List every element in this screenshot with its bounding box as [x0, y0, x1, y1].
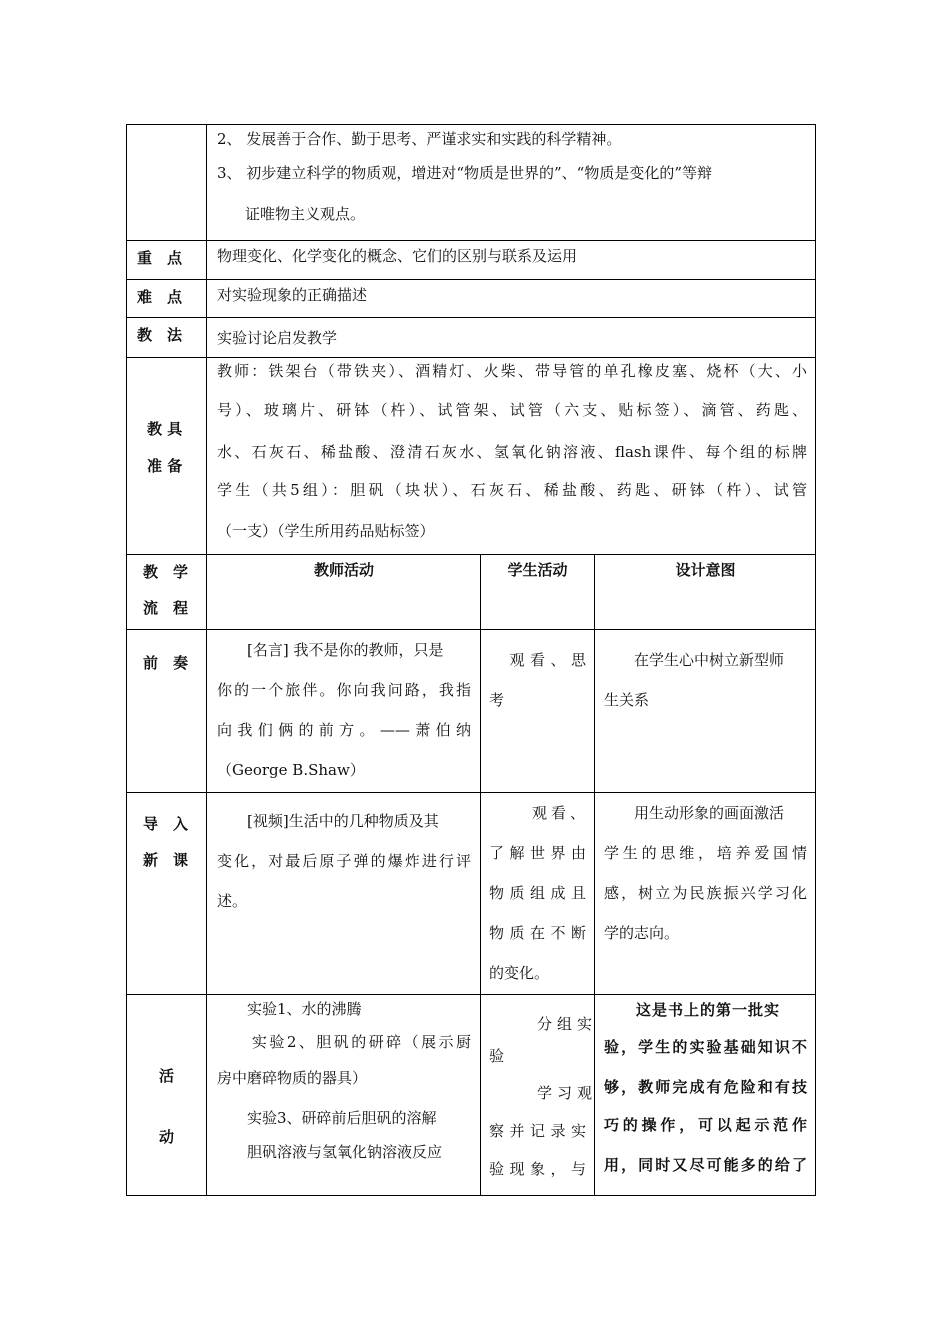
intro-student — [481, 793, 595, 994]
teacher-activity-header: 教师活动 — [208, 555, 481, 629]
text-line: 述。 — [217, 892, 248, 910]
activity-row — [126, 995, 816, 1196]
text-line: 实验2、胆矾的研碎（展示厨 — [217, 1033, 471, 1051]
intro-row — [126, 793, 816, 995]
difficulty-row — [126, 280, 816, 318]
text-line: 生关系 — [604, 691, 650, 709]
prelude-design — [595, 630, 815, 792]
text-line: 验现象，与 — [489, 1160, 586, 1178]
material-line: （一支）（学生所用药品贴标签） — [217, 522, 435, 540]
text-line: 房中磨碎物质的器具） — [217, 1069, 368, 1087]
text-line: 验，学生的实验基础知识不 — [604, 1038, 807, 1056]
method-text: 实验讨论启发教学 — [217, 329, 338, 347]
text-line: 在学生心中树立新型师 — [604, 651, 785, 669]
intro-teacher — [208, 793, 481, 994]
text-line: 观看、思 — [489, 651, 586, 669]
text-line: 了解世界由 — [489, 844, 586, 862]
intro-design — [595, 793, 815, 994]
activity-design — [595, 995, 815, 1195]
goal-line: 3、 初步建立科学的物质观，增进对“物质是世界的”、“物质是变化的”等辩 — [217, 164, 712, 182]
text-line: 感，树立为民族振兴学习化 — [604, 884, 807, 902]
goals-label-cell — [127, 125, 207, 240]
text-line: [视频]生活中的几种物质及其 — [217, 812, 439, 830]
design-intent-header: 设计意图 — [675, 561, 736, 579]
activity-student — [481, 995, 598, 1195]
text-line: 够，教师完成有危险和有技 — [604, 1078, 807, 1096]
method-row — [126, 318, 816, 358]
activity-label: 活 动 — [127, 995, 207, 1195]
material-line: 号）、玻璃片、研钵（杵）、试管架、试管（六支、贴标签）、滴管、药匙、 — [217, 401, 807, 419]
material-line: 学生（共5组）：胆矾（块状）、石灰石、稀盐酸、药匙、研钵（杵）、试管 — [217, 481, 807, 499]
text-line: 实验1、水的沸腾 — [217, 1000, 362, 1018]
text-line: 变化，对最后原子弹的爆炸进行评 — [217, 852, 471, 870]
activity-teacher — [208, 995, 481, 1195]
key-point-row — [126, 241, 816, 280]
key-point-label: 重 点 — [127, 241, 207, 279]
process-label: 教 学 流 程 — [127, 555, 207, 629]
text-line: 分组实 — [517, 1015, 598, 1033]
text-line: 巧的操作，可以起示范作 — [604, 1116, 807, 1134]
text-line: 你的一个旅伴。你向我问路，我指 — [217, 681, 471, 699]
text-line: 胆矾溶液与氢氧化钠溶液反应 — [217, 1143, 443, 1161]
materials-text — [208, 358, 815, 554]
text-line: 学习观 — [517, 1084, 598, 1102]
text-line: 物质组成且 — [489, 884, 586, 902]
process-header-row — [126, 555, 816, 630]
text-line: 的变化。 — [489, 964, 550, 982]
prelude-label: 前 奏 — [127, 630, 207, 792]
materials-label: 教 具 准 备 — [127, 358, 207, 554]
lesson-plan-table — [126, 124, 816, 1196]
text-line: 学生的思维，培养爱国情 — [604, 844, 807, 862]
text-line: 向我们俩的前方。——萧伯纳 — [217, 721, 471, 739]
text-line: 学的志向。 — [604, 924, 680, 942]
intro-label: 导 入 新 课 — [127, 793, 207, 994]
key-point-text: 物理变化、化学变化的概念、它们的区别与联系及运用 — [217, 247, 578, 265]
text-line: 用，同时又尽可能多的给了 — [604, 1156, 807, 1174]
text-line: 实验3、研碎前后胆矾的溶解 — [217, 1109, 437, 1127]
method-label: 教 法 — [127, 318, 207, 357]
text-line: 验 — [489, 1047, 505, 1065]
text-line: 察并记录实 — [489, 1122, 586, 1140]
difficulty-label: 难 点 — [127, 280, 207, 317]
text-line: 考 — [489, 691, 505, 709]
prelude-teacher — [208, 630, 481, 792]
material-line: 教师：铁架台（带铁夹）、酒精灯、火柴、带导管的单孔橡皮塞、烧杯（大、小 — [217, 362, 807, 380]
goals-cell — [208, 125, 815, 240]
prelude-row — [126, 630, 816, 793]
text-line: [名言] 我不是你的教师，只是 — [217, 641, 444, 659]
goal-line: 证唯物主义观点。 — [245, 205, 366, 223]
text-line: （George B.Shaw） — [217, 761, 365, 779]
goals-row — [126, 124, 816, 241]
text-line: 这是书上的第一批实 — [604, 1001, 781, 1019]
student-activity-header: 学生活动 — [481, 555, 595, 629]
prelude-student — [481, 630, 595, 792]
text-line: 用生动形象的画面激活 — [604, 804, 785, 822]
materials-row — [126, 358, 816, 555]
material-line: 水、石灰石、稀盐酸、澄清石灰水、氢氧化钠溶液、flash课件、每个组的标牌 — [217, 443, 807, 461]
difficulty-text: 对实验现象的正确描述 — [217, 286, 368, 304]
text-line: 观看、 — [513, 804, 590, 822]
text-line: 物质在不断 — [489, 924, 586, 942]
goal-line: 2、 发展善于合作、勤于思考、严谨求实和实践的科学精神。 — [217, 130, 622, 148]
